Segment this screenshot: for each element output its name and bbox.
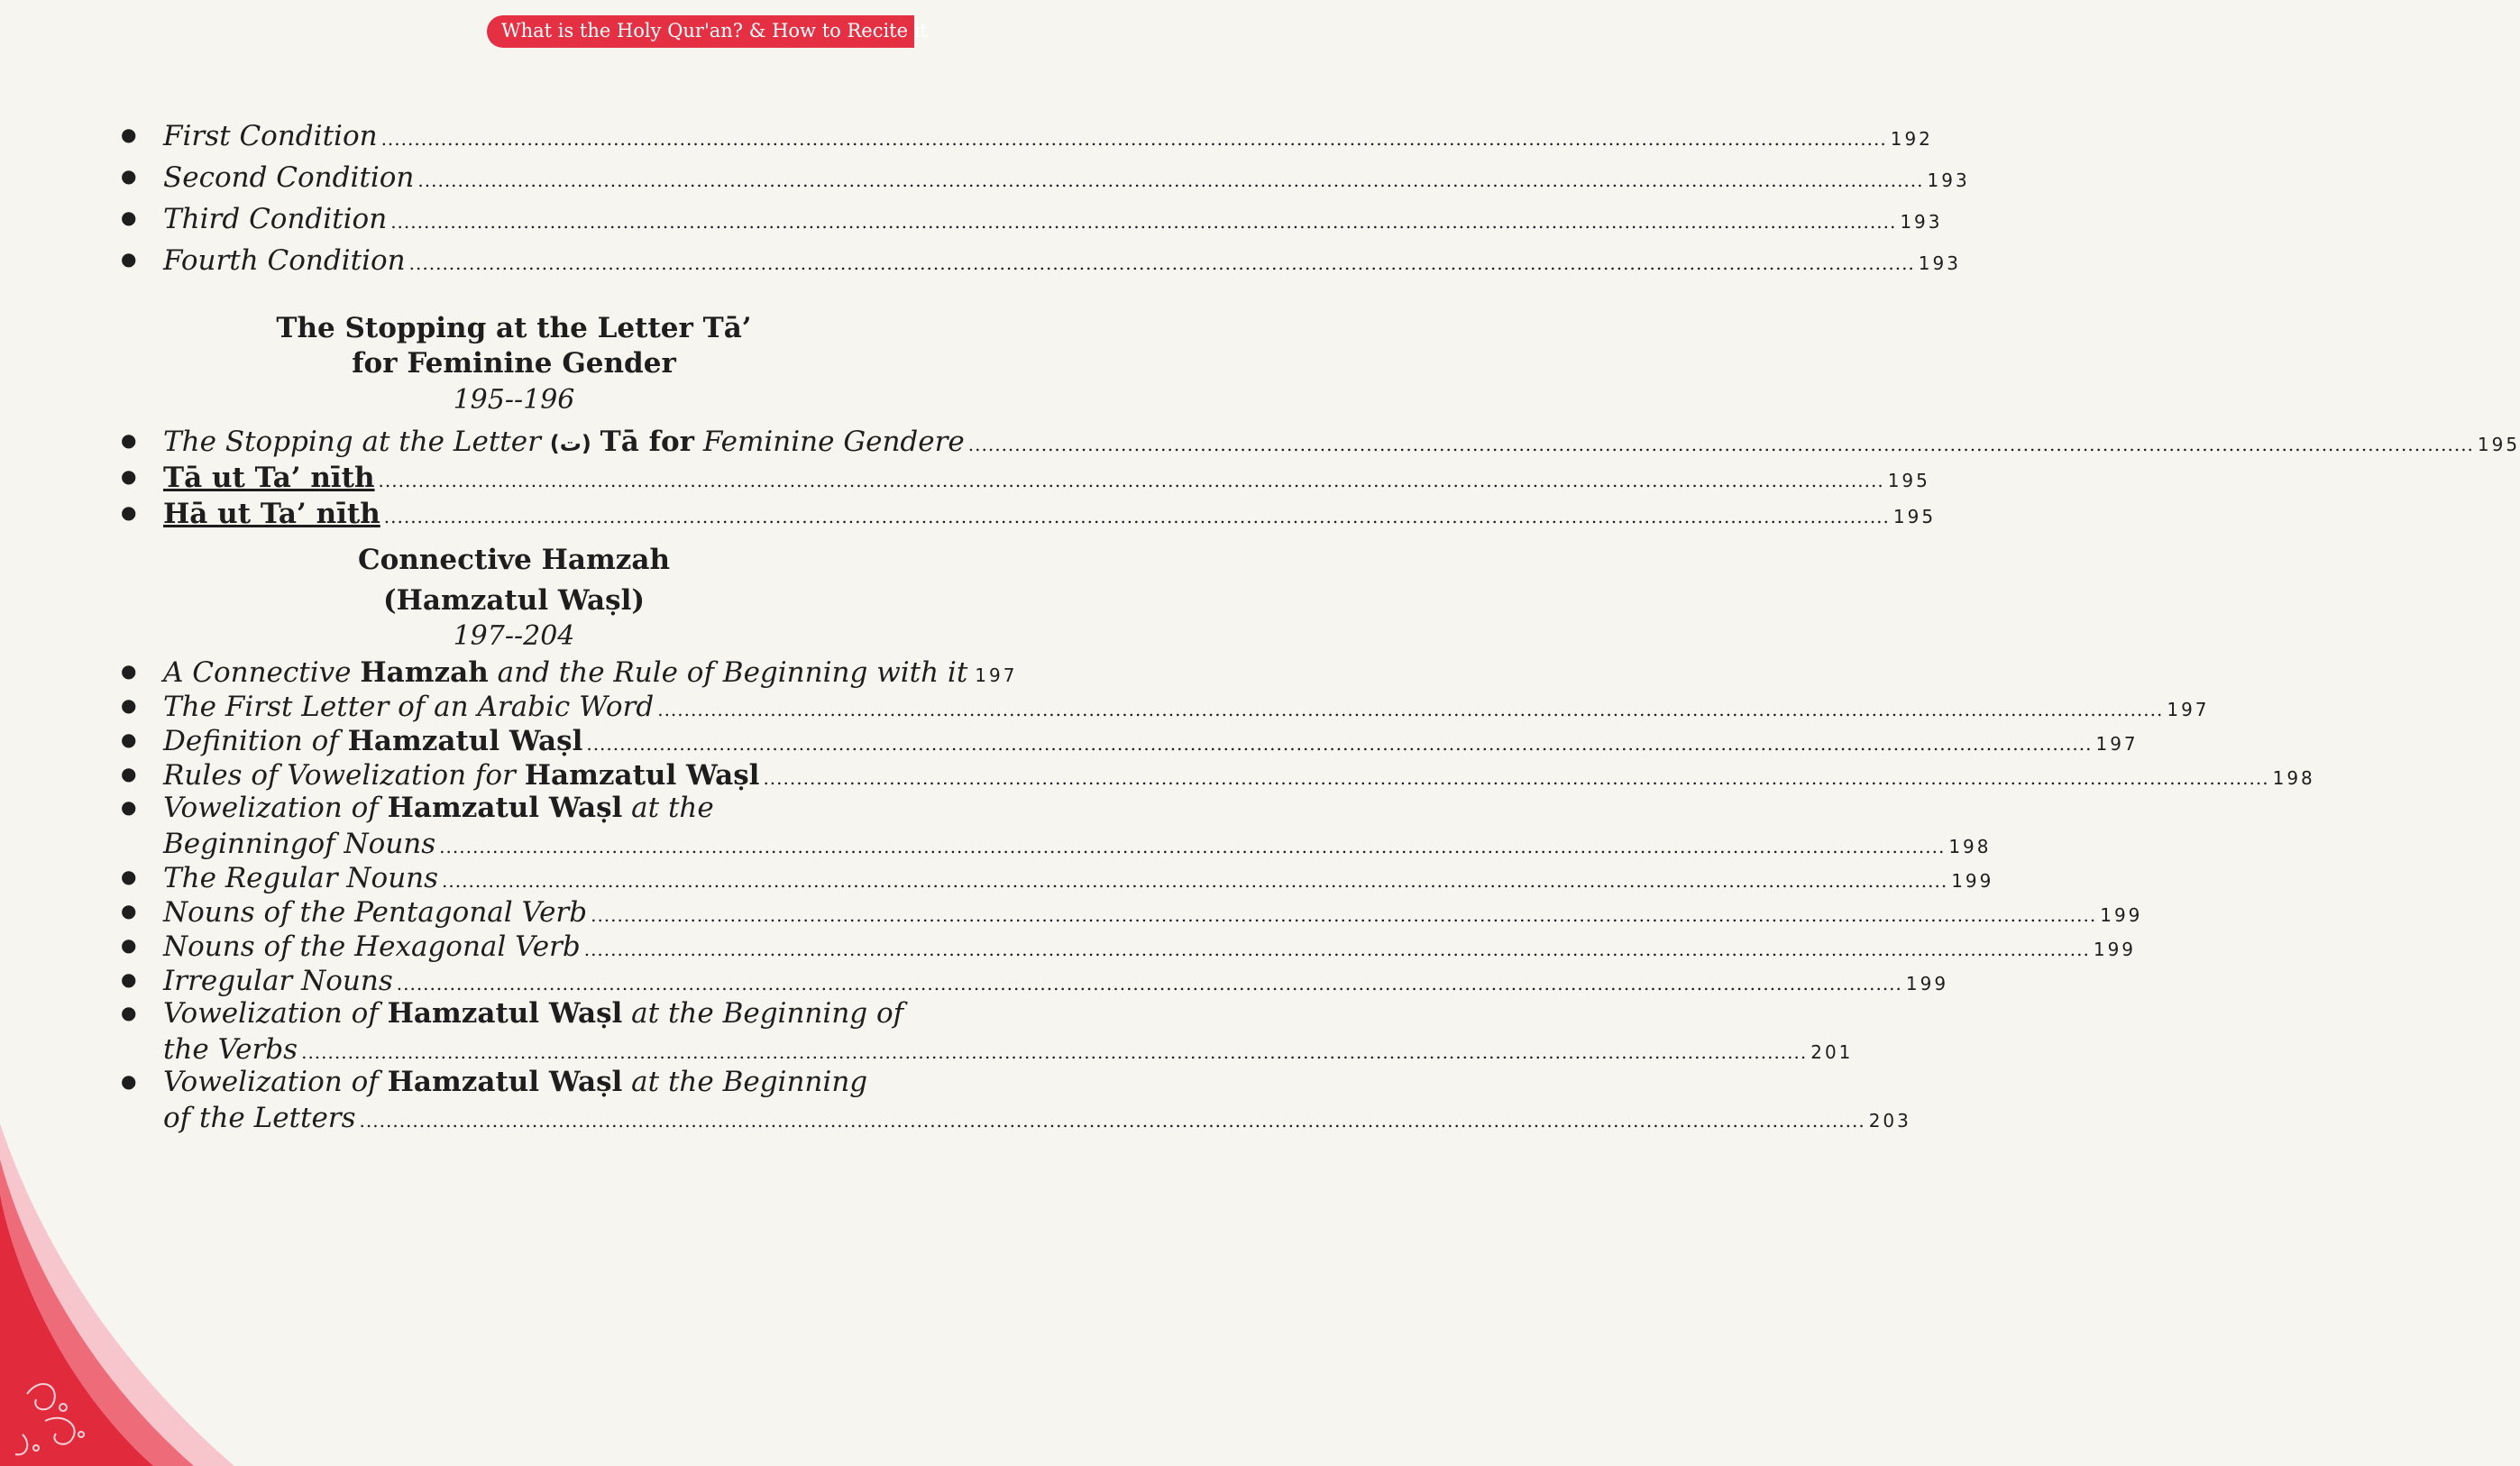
- toc-entry[interactable]: [108, 691, 2210, 723]
- toc-entry[interactable]: [108, 896, 2143, 929]
- leader-dots: [584, 939, 2090, 960]
- leader-dots: [390, 211, 1896, 233]
- page-number: 193: [1927, 170, 1970, 191]
- page-number: 203: [1868, 1110, 1911, 1132]
- entry-title: Second Condition: [163, 161, 415, 194]
- bullet-icon: ●: [121, 968, 137, 990]
- bullet-icon: ●: [121, 660, 137, 682]
- leader-dots: [586, 733, 2092, 755]
- toc-entry[interactable]: [108, 120, 1933, 152]
- leader-dots: [381, 128, 1887, 150]
- leader-dots: [384, 506, 1890, 527]
- page-number: 199: [2093, 939, 2137, 960]
- entry-title-line1: Vowelization of Hamzatul Waṣl at the: [163, 792, 714, 824]
- bullet-icon: ●: [121, 124, 137, 145]
- entry-title: of the Letters: [163, 1102, 356, 1134]
- section-heading: The Stopping at the Letter Tā’: [276, 312, 752, 344]
- page-number: 199: [1951, 870, 1994, 892]
- toc-entry[interactable]: [108, 426, 2520, 458]
- toc-entry[interactable]: [108, 656, 1018, 689]
- bullet-icon: ●: [121, 1002, 137, 1023]
- page-number: 197: [2167, 699, 2210, 720]
- section-subheading: (Hamzatul Waṣl): [382, 584, 646, 617]
- toc-entry[interactable]: [108, 965, 1949, 997]
- entry-title: The Regular Nouns: [163, 862, 439, 894]
- entry-title: Nouns of the Hexagonal Verb: [163, 930, 581, 963]
- leader-dots: [379, 470, 1884, 491]
- page-number: 193: [1918, 252, 1961, 274]
- leader-dots: [442, 870, 1947, 892]
- bullet-icon: ●: [121, 866, 137, 887]
- leader-dots: [763, 767, 2268, 789]
- leader-dots: [591, 904, 2096, 926]
- toc-entry[interactable]: [108, 161, 1970, 194]
- bullet-icon: ●: [121, 165, 137, 187]
- leader-dots: [360, 1110, 1865, 1132]
- toc-entry[interactable]: [108, 792, 1992, 860]
- section-heading: Connective Hamzah: [357, 544, 671, 576]
- page-number: 201: [1810, 1041, 1854, 1063]
- page-range: 197--204: [453, 620, 575, 652]
- entry-title-line1: Vowelization of Hamzatul Waṣl at the Beginning: [163, 1066, 868, 1098]
- bullet-icon: ●: [121, 934, 137, 956]
- entry-title: Beginningof Nouns: [163, 828, 436, 860]
- page-number: 197: [2095, 733, 2139, 755]
- entry-title: Third Condition: [163, 203, 388, 235]
- entry-title: Tā ut Ta’ nīth: [163, 462, 375, 494]
- bullet-icon: ●: [121, 248, 137, 270]
- bullet-icon: ●: [121, 429, 137, 451]
- leader-dots: [968, 434, 2474, 455]
- toc-entry[interactable]: [108, 498, 1937, 530]
- page-number: 195: [1887, 470, 1930, 491]
- arabic-letter: (ت): [549, 431, 591, 456]
- bullet-icon: ●: [121, 694, 137, 716]
- bullet-icon: ●: [121, 1070, 137, 1092]
- entry-title: Fourth Condition: [163, 244, 406, 277]
- page-number: 197: [975, 664, 1018, 686]
- leader-dots: [657, 699, 2163, 720]
- entry-title: Definition of Hamzatul Waṣl: [163, 725, 583, 757]
- entry-title: the Verbs: [163, 1033, 298, 1066]
- leader-dots: [417, 170, 1923, 191]
- toc-entry[interactable]: [108, 203, 1943, 235]
- bullet-icon: ●: [121, 206, 137, 228]
- leader-dots: [397, 973, 1902, 994]
- toc-entry[interactable]: [108, 862, 1994, 894]
- entry-title: Nouns of the Pentagonal Verb: [163, 896, 588, 929]
- page-number: 198: [2272, 767, 2315, 789]
- page-number: 195: [1892, 506, 1937, 527]
- entry-title: The First Letter of an Arabic Word: [163, 691, 655, 723]
- leader-dots: [301, 1041, 1807, 1063]
- bullet-icon: ●: [121, 465, 137, 487]
- running-header-title: What is the Holy Qur'an? & How to Recite it: [501, 20, 928, 41]
- toc-entry[interactable]: [108, 997, 1854, 1066]
- bullet-icon: ●: [121, 900, 137, 921]
- entry-title: A Connective Hamzah and the Rule of Beginning with it: [163, 656, 968, 689]
- leader-dots: [439, 836, 1945, 857]
- page-range: 195--196: [453, 384, 575, 416]
- toc-entry[interactable]: [108, 462, 1930, 494]
- entry-title: Hā ut Ta’ nīth: [163, 498, 380, 530]
- toc-entry[interactable]: [108, 244, 1961, 277]
- bullet-icon: ●: [121, 728, 137, 750]
- bullet-icon: ●: [121, 796, 137, 818]
- bullet-icon: ●: [121, 501, 137, 523]
- page-number: 193: [1900, 211, 1943, 233]
- entry-title: The Stopping at the Letter (ت) Tā for Feminine Gendere: [163, 426, 965, 458]
- toc-entry[interactable]: [108, 725, 2139, 757]
- page-number: 195: [2477, 434, 2520, 455]
- entry-title: First Condition: [163, 120, 378, 152]
- toc-entry[interactable]: [108, 1066, 1911, 1134]
- toc-entry[interactable]: [108, 930, 2137, 963]
- entry-title: Rules of Vowelization for Hamzatul Waṣl: [163, 759, 760, 792]
- page-number: 199: [1905, 973, 1949, 994]
- page-number: 192: [1890, 128, 1933, 150]
- entry-title: Irregular Nouns: [163, 965, 393, 997]
- page-number: 199: [2100, 904, 2143, 926]
- leader-dots: [409, 252, 1915, 274]
- section-heading-line2: for Feminine Gender: [352, 347, 676, 380]
- bullet-icon: ●: [121, 763, 137, 784]
- toc-entry[interactable]: [108, 759, 2315, 792]
- entry-title-line1: Vowelization of Hamzatul Waṣl at the Beginning of: [163, 997, 904, 1030]
- page-number: 198: [1948, 836, 1992, 857]
